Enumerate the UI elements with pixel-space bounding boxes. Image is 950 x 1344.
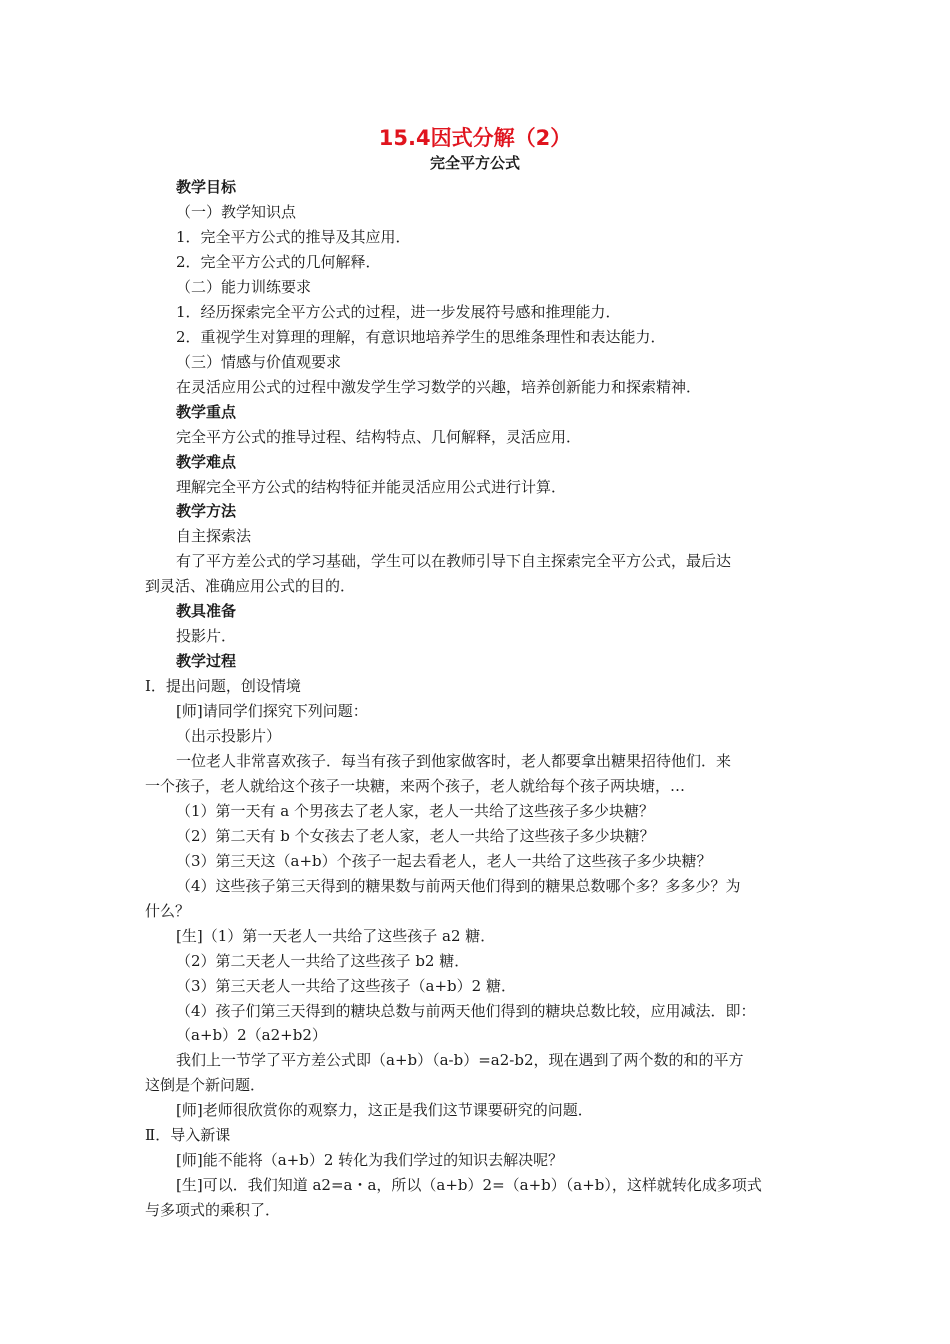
doc-subtitle: 完全平方公式 xyxy=(429,154,520,172)
body-line: 完全平方公式的推导过程、结构特点、几何解释，灵活应用． xyxy=(176,428,582,446)
body-line: （3）第三天这（a+b）个孩子一起去看老人，老人一共给了这些孩子多少块糖？ xyxy=(176,852,712,870)
body-line: （三）情感与价值观要求 xyxy=(176,353,342,371)
body-line: （2）第二天老人一共给了这些孩子 b2 糖． xyxy=(176,952,470,970)
doc-title: 15.4因式分解（2） xyxy=(378,126,572,150)
body-line: 我们上一节学了平方差公式即（a+b）（a-b）=a2-b2，现在遇到了两个数的和的平方 xyxy=(176,1051,744,1069)
body-line: （2）第二天有 b 个女孩去了老人家，老人一共给了这些孩子多少块糖？ xyxy=(176,827,655,845)
body-line: 什么？ xyxy=(145,902,191,920)
body-line: 自主探索法 xyxy=(176,527,252,545)
body-line: （4）孩子们第三天得到的糖块总数与前两天他们得到的糖块总数比较，应用减法．即： xyxy=(176,1002,756,1020)
body-line: 与多项式的乘积了． xyxy=(145,1201,281,1219)
section-heading-methods: 教学方法 xyxy=(176,502,237,520)
body-line: （二）能力训练要求 xyxy=(176,278,312,296)
body-line: 1．经历探索完全平方公式的过程，进一步发展符号感和推理能力． xyxy=(176,303,621,321)
body-line: [师]能不能将（a+b）2 转化为我们学过的知识去解决呢？ xyxy=(176,1151,564,1169)
section-heading-difficulties: 教学难点 xyxy=(176,453,237,471)
body-line: Ⅰ．提出问题，创设情境 xyxy=(145,677,301,695)
body-line: 到灵活、准确应用公式的目的． xyxy=(145,577,356,595)
body-line: （a+b）2（a2+b2） xyxy=(176,1026,327,1044)
body-line: 投影片． xyxy=(176,627,237,645)
body-line: （一）教学知识点 xyxy=(176,203,297,221)
body-line: [师]老师很欣赏你的观察力，这正是我们这节课要研究的问题． xyxy=(176,1101,593,1119)
body-line: [生]（1）第一天老人一共给了这些孩子 a2 糖． xyxy=(176,927,496,945)
body-line: （1）第一天有 a 个男孩去了老人家，老人一共给了这些孩子多少块糖？ xyxy=(176,802,655,820)
body-line: 一位老人非常喜欢孩子．每当有孩子到他家做客时，老人都要拿出糖果招待他们．来 xyxy=(176,752,732,770)
body-line: 理解完全平方公式的结构特征并能灵活应用公式进行计算． xyxy=(176,478,567,496)
body-line: Ⅱ．导入新课 xyxy=(145,1126,231,1144)
body-line: （4）这些孩子第三天得到的糖果数与前两天他们得到的糖果总数哪个多？多多少？为 xyxy=(176,877,741,895)
body-line: 1．完全平方公式的推导及其应用． xyxy=(176,228,411,246)
body-line: [生]可以．我们知道 a2=a・a，所以（a+b）2=（a+b）（a+b），这样就转化成多项式 xyxy=(176,1176,762,1194)
section-heading-materials: 教具准备 xyxy=(176,602,237,620)
section-heading-objectives: 教学目标 xyxy=(176,178,237,196)
body-line: 一个孩子，老人就给这个孩子一块糖，来两个孩子，老人就给每个孩子两块塘，… xyxy=(145,777,686,795)
body-line: [师]请同学们探究下列问题： xyxy=(176,702,368,720)
body-line: 有了平方差公式的学习基础，学生可以在教师引导下自主探索完全平方公式，最后达 xyxy=(176,552,732,570)
section-heading-key-points: 教学重点 xyxy=(176,403,237,421)
body-line: （3）第三天老人一共给了这些孩子（a+b）2 糖． xyxy=(176,977,516,995)
body-line: （出示投影片） xyxy=(176,727,282,745)
body-line: 2．重视学生对算理的理解，有意识地培养学生的思维条理性和表达能力． xyxy=(176,328,666,346)
body-line: 这倒是个新问题． xyxy=(145,1076,266,1094)
body-line: 在灵活应用公式的过程中激发学生学习数学的兴趣，培养创新能力和探索精神． xyxy=(176,378,702,396)
section-heading-process: 教学过程 xyxy=(176,652,237,670)
body-line: 2．完全平方公式的几何解释． xyxy=(176,253,381,271)
